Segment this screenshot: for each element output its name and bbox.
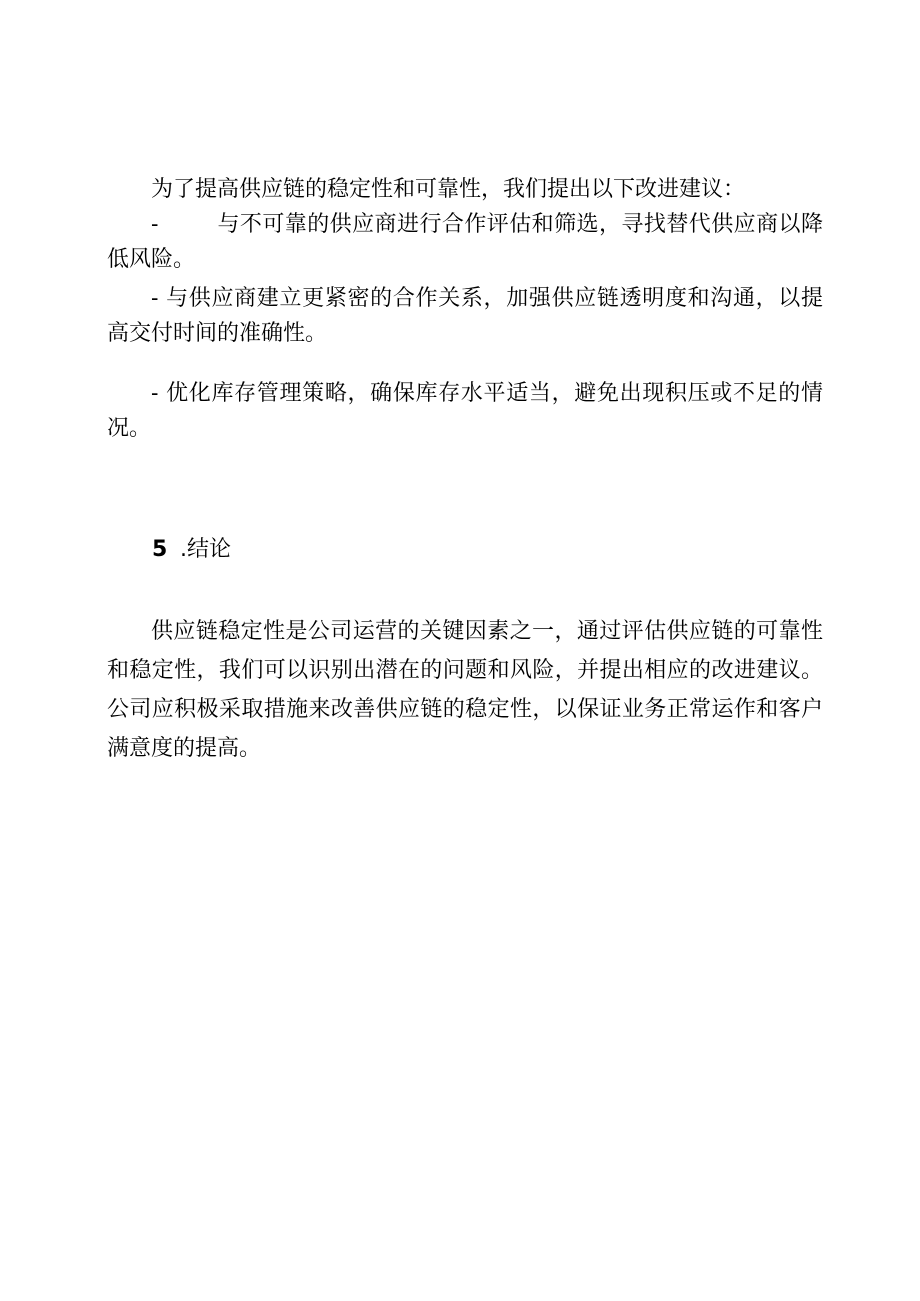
- section-title: .结论: [180, 537, 231, 562]
- suggestion-dash-3: -: [151, 381, 159, 406]
- suggestion-item-2: [107, 281, 823, 351]
- suggestions-intro: 为了提高供应链的稳定性和可靠性，我们提出以下改进建议：: [151, 177, 746, 202]
- section-heading-conclusion: [152, 532, 231, 567]
- section-number: 5: [152, 537, 168, 562]
- conclusion-paragraph: 供应链稳定性是公司运营的关键因素之一，通过评估供应链的可靠性和稳定性，我们可以识别出潜在的问题和风险，并提出相应的改进建议。公司应积极采取措施来改善供应链的稳定性，以保证业务正常运作和客户满意度的提高。: [107, 619, 823, 761]
- suggestion-item-1: [107, 207, 823, 277]
- suggestion-dash-1: -: [151, 212, 159, 237]
- suggestion-text-3: 优化库存管理策略，确保库存水平适当，避免出现积压或不足的情况。: [107, 381, 823, 441]
- suggestion-text-2: 与供应商建立更紧密的合作关系，加强供应链透明度和沟通，以提高交付时间的准确性。: [107, 286, 823, 346]
- suggestion-text-1: 与不可靠的供应商进行合作评估和筛选，寻找替代供应商以降低风险。: [107, 212, 823, 272]
- suggestion-dash-2: -: [151, 286, 159, 311]
- suggestion-item-3: [107, 376, 823, 446]
